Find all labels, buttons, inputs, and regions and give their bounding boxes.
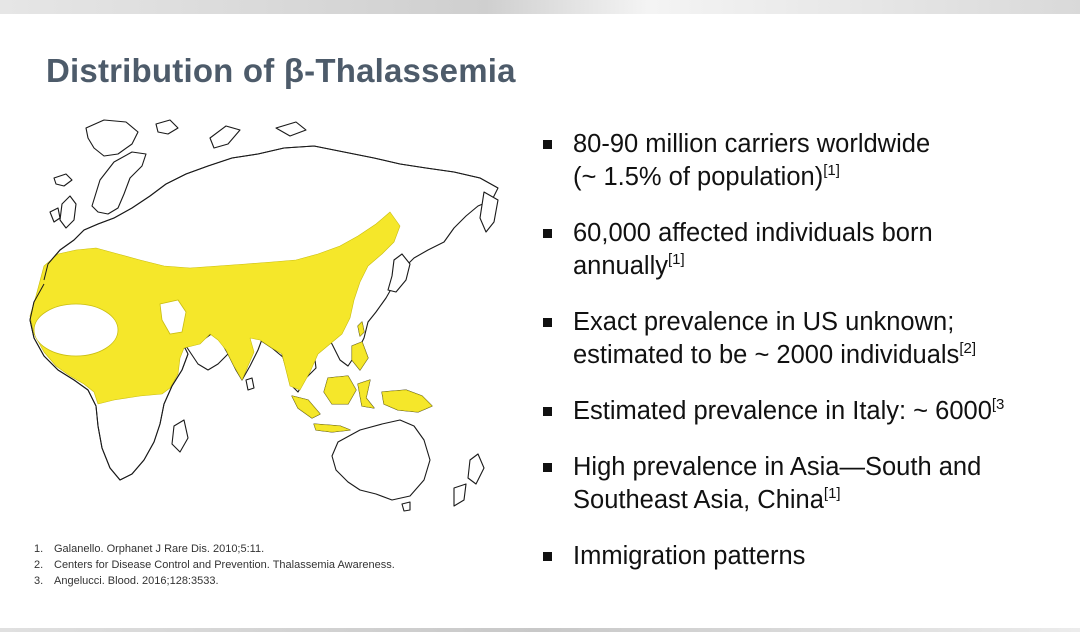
reference-number: 2. bbox=[34, 559, 44, 571]
bullet-text: Estimated prevalence in Italy: ~ 6000 bbox=[573, 397, 992, 425]
reference-text: Angelucci. Blood. 2016;128:3533. bbox=[54, 575, 219, 587]
bullet-item-affected bbox=[540, 217, 1080, 283]
greenland-land bbox=[86, 120, 138, 156]
bullet-text: 60,000 affected individuals born bbox=[573, 219, 933, 247]
bullet-text: Immigration patterns bbox=[573, 542, 806, 570]
bullet-text: 80-90 million carriers worldwide bbox=[573, 130, 931, 158]
svalbard-land bbox=[156, 120, 178, 134]
bullet-item-immigration bbox=[540, 540, 1080, 573]
citation-ref: [1] bbox=[823, 162, 840, 179]
reference-item bbox=[34, 573, 395, 589]
reference-item bbox=[34, 541, 395, 557]
newzealand-south-land bbox=[454, 484, 466, 506]
square-bullet-icon bbox=[543, 463, 552, 472]
ireland-land bbox=[50, 208, 60, 222]
bullet-item-carriers bbox=[540, 128, 1080, 194]
world-map-icon bbox=[14, 108, 519, 513]
reference-list bbox=[34, 541, 395, 589]
bullet-text: Exact prevalence in US unknown; bbox=[573, 308, 955, 336]
newzealand-land bbox=[468, 454, 484, 484]
prevalence-indonesia bbox=[292, 376, 432, 432]
bullet-text: (~ 1.5% of population) bbox=[573, 163, 824, 191]
reference-item bbox=[34, 557, 395, 573]
bullet-item-us-prevalence bbox=[540, 306, 1080, 372]
square-bullet-icon bbox=[543, 407, 552, 416]
citation-ref: [1] bbox=[668, 251, 685, 268]
bullet-item-asia bbox=[540, 451, 1080, 517]
square-bullet-icon bbox=[543, 552, 552, 561]
novaya-zemlya-land bbox=[210, 126, 240, 148]
bullet-item-italy bbox=[540, 395, 1080, 428]
iceland-land bbox=[54, 174, 72, 186]
bullet-list bbox=[540, 128, 1080, 596]
australia-land bbox=[332, 420, 430, 500]
bullet-text: annually bbox=[573, 252, 668, 280]
citation-ref: [3 bbox=[991, 396, 1005, 413]
reference-number: 3. bbox=[34, 575, 44, 587]
madagascar-land bbox=[172, 420, 188, 452]
bottom-decorative-line bbox=[0, 628, 1080, 632]
top-decorative-bar bbox=[0, 0, 1080, 14]
sahara-exclusion bbox=[34, 304, 118, 356]
reference-number: 1. bbox=[34, 543, 44, 555]
square-bullet-icon bbox=[543, 140, 552, 149]
square-bullet-icon bbox=[543, 318, 552, 327]
severnaya-land bbox=[276, 122, 306, 136]
bullet-text: estimated to be ~ 2000 individuals bbox=[573, 341, 960, 369]
prevalence-philippines bbox=[352, 342, 368, 370]
britain-land bbox=[60, 196, 76, 228]
citation-ref: [1] bbox=[823, 485, 841, 502]
reference-text: Galanello. Orphanet J Rare Dis. 2010;5:11. bbox=[54, 543, 265, 555]
square-bullet-icon bbox=[543, 229, 552, 238]
kamchatka-land bbox=[480, 192, 498, 232]
reference-text: Centers for Disease Control and Prevention. Thalassemia Awareness. bbox=[54, 559, 395, 571]
bullet-text: High prevalence in Asia—South and bbox=[573, 453, 982, 481]
tasmania-land bbox=[402, 502, 410, 511]
citation-ref: [2] bbox=[959, 340, 976, 357]
srilanka-land bbox=[246, 378, 254, 390]
slide-title: Distribution of β-Thalassemia bbox=[46, 52, 516, 89]
bullet-text: Southeast Asia, China bbox=[573, 486, 824, 514]
